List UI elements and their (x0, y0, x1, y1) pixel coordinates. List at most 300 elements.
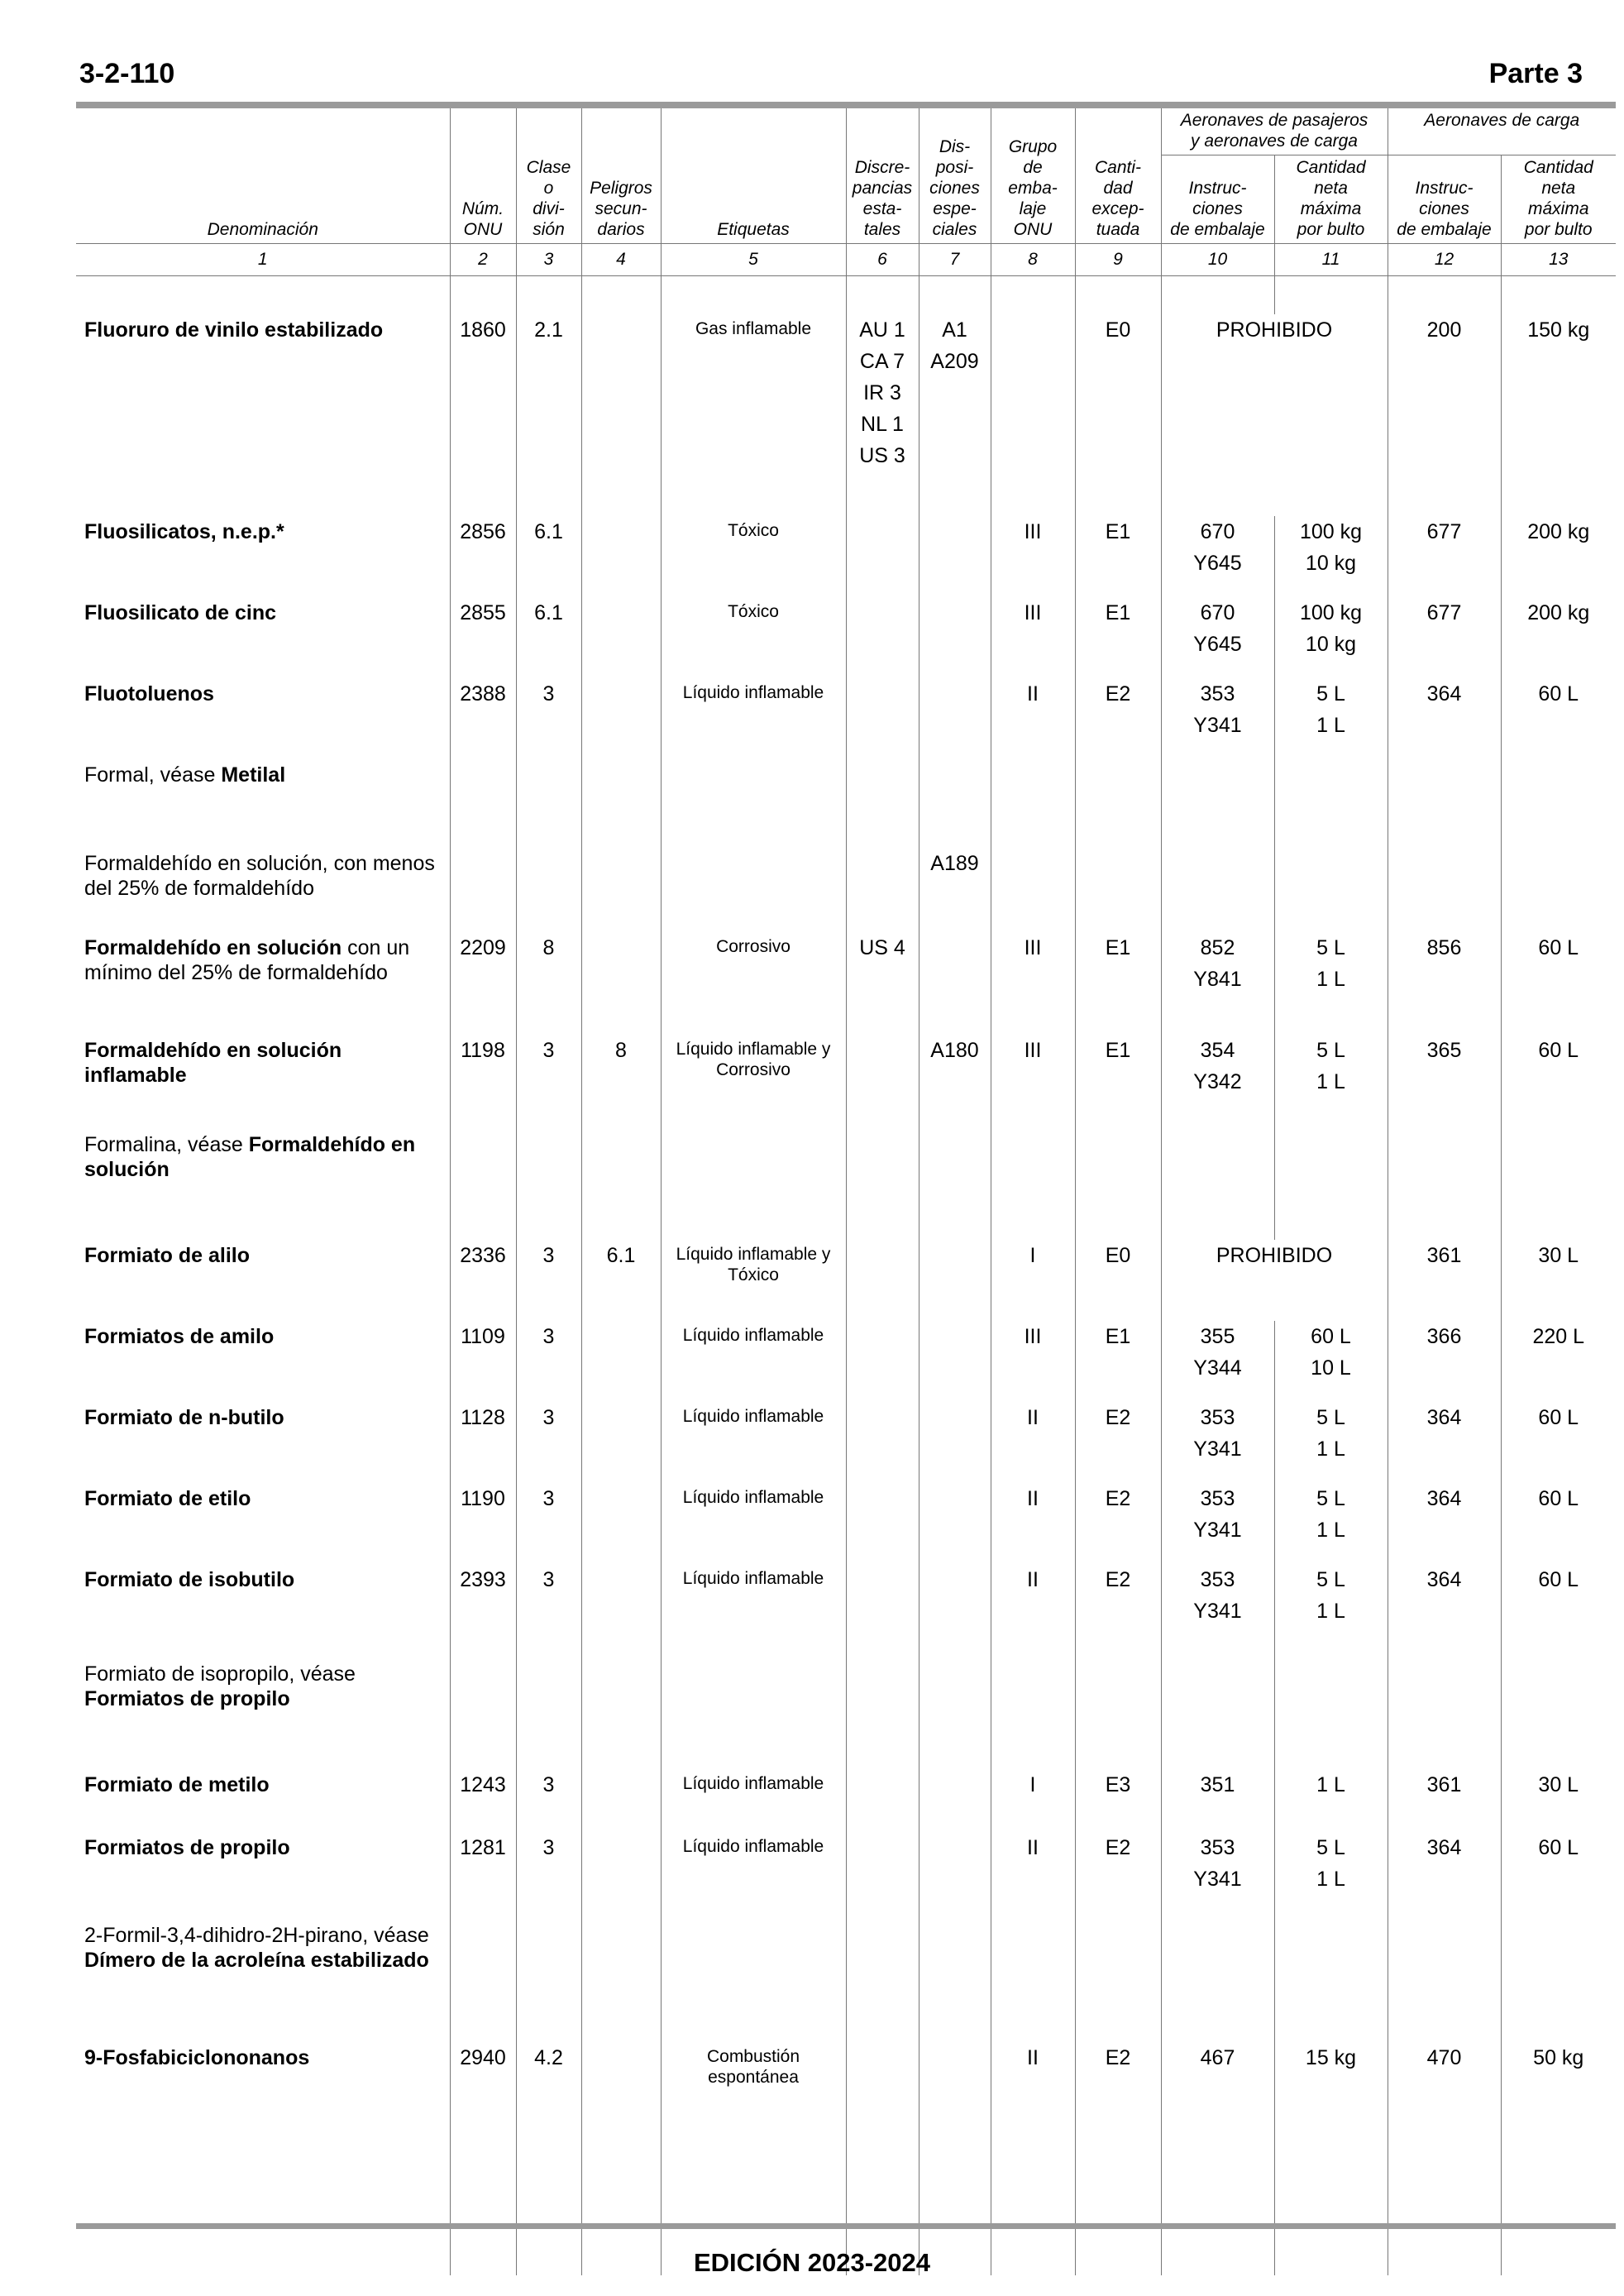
special-provisions (919, 597, 991, 678)
packing-group: III (991, 597, 1075, 678)
special-provisions (919, 516, 991, 597)
substance-name (76, 2042, 450, 2168)
substance-name-bold: Formiato de alilo (84, 1244, 251, 1267)
net-quantity-cargo (1501, 1129, 1616, 1240)
col-number: 3 (516, 244, 581, 276)
special-provisions (919, 1769, 991, 1832)
state-variations (846, 1402, 919, 1483)
excepted-quantity: E2 (1075, 1832, 1161, 1920)
state-variations (846, 1920, 919, 2042)
subsidiary-hazard (581, 1483, 661, 1564)
hazard-label: Líquido inflamable (661, 1564, 846, 1658)
packing-instruction-cargo (1388, 848, 1501, 932)
subsidiary-hazard (581, 759, 661, 848)
un-number (450, 1920, 516, 2042)
un-number: 1190 (450, 1483, 516, 1564)
net-quantity-passenger (1274, 848, 1388, 932)
packing-group: II (991, 1564, 1075, 1658)
col-number: 2 (450, 244, 516, 276)
packing-instruction-passenger (1161, 1658, 1274, 1769)
packing-group: II (991, 1832, 1075, 1920)
net-quantity-passenger: 15 kg (1274, 2042, 1388, 2168)
un-number: 2940 (450, 2042, 516, 2168)
state-variations (846, 1129, 919, 1240)
table-row (76, 1240, 1616, 1321)
special-provisions (919, 1402, 991, 1483)
special-provisions (919, 1321, 991, 1402)
substance-name (76, 597, 450, 678)
table-row (76, 759, 1616, 848)
hazard-label: Corrosivo (661, 932, 846, 1035)
special-provisions (919, 1920, 991, 2042)
table-row (76, 597, 1616, 678)
net-quantity-passenger: 5 L 1 L (1274, 678, 1388, 759)
state-variations (846, 597, 919, 678)
substance-name (76, 1658, 450, 1769)
net-quantity-passenger: 5 L 1 L (1274, 1483, 1388, 1564)
hazard-label (661, 848, 846, 932)
substance-name-bold: Fluosilicatos, n.e.p.* (84, 520, 284, 543)
hazard-label: Combustión espontánea (661, 2042, 846, 2168)
class-division (516, 1129, 581, 1240)
substance-name-text: Formaldehído en solución, con menos del 25% de formaldehído (84, 852, 435, 900)
net-quantity-cargo (1501, 1658, 1616, 1769)
packing-instruction-cargo: 364 (1388, 1564, 1501, 1658)
packing-instruction-cargo: 677 (1388, 597, 1501, 678)
un-number: 1243 (450, 1769, 516, 1832)
substance-name-text: Formal, véase (84, 763, 222, 787)
packing-instruction-cargo (1388, 1129, 1501, 1240)
col-header-etiquetas: Etiquetas (661, 108, 846, 244)
table-row (76, 1035, 1616, 1129)
net-quantity-cargo: 60 L (1501, 1564, 1616, 1658)
substance-name-bold: Dímero de la acroleína estabilizado (84, 1949, 429, 1972)
hazard-label: Líquido inflamable (661, 1832, 846, 1920)
excepted-quantity (1075, 1129, 1161, 1240)
excepted-quantity: E2 (1075, 1402, 1161, 1483)
col-number: 6 (846, 244, 919, 276)
packing-group: II (991, 2042, 1075, 2168)
subsidiary-hazard (581, 1920, 661, 2042)
class-division: 3 (516, 1402, 581, 1483)
packing-group: I (991, 1240, 1075, 1321)
un-number: 2209 (450, 932, 516, 1035)
table-body (76, 276, 1616, 2276)
net-quantity-cargo: 50 kg (1501, 2042, 1616, 2168)
class-division (516, 1920, 581, 2042)
packing-instruction-cargo: 364 (1388, 1402, 1501, 1483)
net-quantity-cargo: 60 L (1501, 678, 1616, 759)
un-number (450, 1658, 516, 1769)
excepted-quantity (1075, 1920, 1161, 2042)
excepted-quantity (1075, 1658, 1161, 1769)
net-quantity-passenger (1274, 759, 1388, 848)
packing-instruction-passenger: 670 Y645 (1161, 516, 1274, 597)
state-variations (846, 678, 919, 759)
excepted-quantity: E1 (1075, 1035, 1161, 1129)
state-variations (846, 1769, 919, 1832)
substance-name-bold: Formiato de n-butilo (84, 1406, 284, 1429)
col-number: 11 (1274, 244, 1388, 276)
net-quantity-cargo (1501, 759, 1616, 848)
packing-group: II (991, 1402, 1075, 1483)
state-variations (846, 1483, 919, 1564)
packing-instruction-cargo: 364 (1388, 1832, 1501, 1920)
packing-instruction-cargo: 856 (1388, 932, 1501, 1035)
net-quantity-passenger: 100 kg 10 kg (1274, 597, 1388, 678)
hazard-label (661, 1658, 846, 1769)
net-quantity-cargo (1501, 848, 1616, 932)
col-number: 1 (76, 244, 450, 276)
special-provisions (919, 2042, 991, 2168)
un-number (450, 1129, 516, 1240)
hazard-label: Gas inflamable (661, 314, 846, 516)
substance-name (76, 516, 450, 597)
packing-group (991, 314, 1075, 516)
net-quantity-cargo (1501, 1920, 1616, 2042)
substance-name (76, 1832, 450, 1920)
class-division: 4.2 (516, 2042, 581, 2168)
substance-name-bold: Formaldehído en solución inflamable (84, 1039, 342, 1087)
packing-instruction-passenger (1161, 759, 1274, 848)
packing-instruction-passenger: 353 Y341 (1161, 1832, 1274, 1920)
subsidiary-hazard (581, 516, 661, 597)
substance-name-text: Formalina, véase (84, 1133, 249, 1156)
subsidiary-hazard (581, 1769, 661, 1832)
prohibited-passenger: PROHIBIDO (1161, 1240, 1388, 1321)
net-quantity-passenger: 5 L 1 L (1274, 1402, 1388, 1483)
net-quantity-passenger: 1 L (1274, 1769, 1388, 1832)
special-provisions (919, 1832, 991, 1920)
packing-instruction-passenger: 353 Y341 (1161, 1564, 1274, 1658)
excepted-quantity (1075, 848, 1161, 932)
table-row (76, 2042, 1616, 2168)
col-header-cantidad-carga: Cantidad neta máxima por bulto (1501, 155, 1616, 244)
substance-name-bold: Fluoruro de vinilo estabilizado (84, 318, 384, 342)
packing-instruction-passenger: 353 Y341 (1161, 1483, 1274, 1564)
subsidiary-hazard: 6.1 (581, 1240, 661, 1321)
packing-instruction-cargo: 365 (1388, 1035, 1501, 1129)
class-division: 3 (516, 678, 581, 759)
table-row (76, 516, 1616, 597)
net-quantity-passenger: 5 L 1 L (1274, 932, 1388, 1035)
excepted-quantity: E2 (1075, 2042, 1161, 2168)
special-provisions (919, 1129, 991, 1240)
subsidiary-hazard: 8 (581, 1035, 661, 1129)
net-quantity-passenger: 60 L 10 L (1274, 1321, 1388, 1402)
table-row (76, 1129, 1616, 1240)
header-spacer (76, 276, 1616, 315)
un-number: 1128 (450, 1402, 516, 1483)
substance-name-bold: Formiatos de propilo (84, 1836, 290, 1859)
un-number: 2336 (450, 1240, 516, 1321)
subsidiary-hazard (581, 1402, 661, 1483)
hazard-label (661, 759, 846, 848)
subsidiary-hazard (581, 1564, 661, 1658)
hazard-label: Tóxico (661, 597, 846, 678)
substance-name (76, 1240, 450, 1321)
hazard-label: Líquido inflamable (661, 1769, 846, 1832)
bottom-rule (76, 2223, 1616, 2229)
excepted-quantity (1075, 759, 1161, 848)
net-quantity-cargo: 60 L (1501, 1402, 1616, 1483)
excepted-quantity: E1 (1075, 597, 1161, 678)
packing-instruction-passenger: 354 Y342 (1161, 1035, 1274, 1129)
state-variations (846, 2042, 919, 2168)
class-division (516, 848, 581, 932)
hazard-label: Líquido inflamable (661, 1483, 846, 1564)
col-header-discrepancias: Discre- pancias esta- tales (846, 108, 919, 244)
col-header-cantidad-pasajeros: Cantidad neta máxima por bulto (1274, 155, 1388, 244)
packing-group: III (991, 932, 1075, 1035)
packing-instruction-cargo (1388, 1920, 1501, 2042)
state-variations (846, 516, 919, 597)
subsidiary-hazard (581, 932, 661, 1035)
un-number: 2388 (450, 678, 516, 759)
subsidiary-hazard (581, 678, 661, 759)
substance-name (76, 1564, 450, 1658)
un-number: 1860 (450, 314, 516, 516)
hazard-label (661, 1129, 846, 1240)
col-header-peligros: Peligros secun- darios (581, 108, 661, 244)
hazard-label: Líquido inflamable y Tóxico (661, 1240, 846, 1321)
hazard-label: Líquido inflamable (661, 678, 846, 759)
substance-name-bold: Formiatos de amilo (84, 1325, 275, 1348)
state-variations (846, 1658, 919, 1769)
packing-group (991, 848, 1075, 932)
class-division: 2.1 (516, 314, 581, 516)
state-variations: US 4 (846, 932, 919, 1035)
substance-name-bold: Formaldehído en solución (84, 936, 342, 959)
packing-group: III (991, 516, 1075, 597)
table-row (76, 1920, 1616, 2042)
substance-name (76, 1483, 450, 1564)
table-row (76, 1658, 1616, 1769)
substance-name (76, 1129, 450, 1240)
packing-instruction-passenger: 353 Y341 (1161, 1402, 1274, 1483)
col-header-disposiciones: Dis- posi- ciones espe- ciales (919, 108, 991, 244)
class-division: 3 (516, 1240, 581, 1321)
substance-name (76, 1321, 450, 1402)
packing-instruction-cargo (1388, 759, 1501, 848)
packing-instruction-cargo: 366 (1388, 1321, 1501, 1402)
subsidiary-hazard (581, 597, 661, 678)
class-division: 6.1 (516, 597, 581, 678)
packing-instruction-passenger: 351 (1161, 1769, 1274, 1832)
packing-instruction-passenger (1161, 1920, 1274, 2042)
substance-name (76, 759, 450, 848)
net-quantity-cargo: 200 kg (1501, 516, 1616, 597)
state-variations (846, 1564, 919, 1658)
net-quantity-passenger (1274, 1920, 1388, 2042)
col-header-instrucciones-carga: Instruc- ciones de embalaje (1388, 155, 1501, 244)
hazard-label: Líquido inflamable (661, 1321, 846, 1402)
edition-footer: EDICIÓN 2023-2024 (693, 2248, 931, 2277)
net-quantity-cargo: 60 L (1501, 1035, 1616, 1129)
un-number (450, 759, 516, 848)
substance-name-bold: Formiatos de propilo (84, 1687, 290, 1710)
substance-name-bold: Formiato de isobutilo (84, 1568, 295, 1591)
subsidiary-hazard (581, 2042, 661, 2168)
un-number: 2393 (450, 1564, 516, 1658)
subsidiary-hazard (581, 1129, 661, 1240)
substance-name (76, 1769, 450, 1832)
excepted-quantity: E1 (1075, 1321, 1161, 1402)
top-rule (76, 102, 1616, 108)
table-row (76, 314, 1616, 516)
class-division: 3 (516, 1769, 581, 1832)
net-quantity-passenger: 5 L 1 L (1274, 1832, 1388, 1920)
packing-group (991, 1129, 1075, 1240)
net-quantity-cargo: 60 L (1501, 1483, 1616, 1564)
col-header-grupo-embalaje: Grupo de emba- laje ONU (991, 108, 1075, 244)
table-row (76, 1321, 1616, 1402)
packing-instruction-cargo: 361 (1388, 1769, 1501, 1832)
col-header-num-onu: Núm. ONU (450, 108, 516, 244)
un-number: 1281 (450, 1832, 516, 1920)
class-division: 3 (516, 1035, 581, 1129)
excepted-quantity: E2 (1075, 678, 1161, 759)
net-quantity-passenger: 5 L 1 L (1274, 1035, 1388, 1129)
packing-group: II (991, 1483, 1075, 1564)
net-quantity-cargo: 30 L (1501, 1240, 1616, 1321)
substance-name-bold: Metilal (221, 763, 286, 787)
substance-name (76, 314, 450, 516)
packing-group: III (991, 1035, 1075, 1129)
class-division (516, 759, 581, 848)
table-row (76, 1402, 1616, 1483)
packing-instruction-passenger: 670 Y645 (1161, 597, 1274, 678)
col-header-clase: Clase o divi- sión (516, 108, 581, 244)
packing-instruction-cargo: 677 (1388, 516, 1501, 597)
excepted-quantity: E1 (1075, 932, 1161, 1035)
substance-name (76, 932, 450, 1035)
excepted-quantity: E1 (1075, 516, 1161, 597)
col-number: 8 (991, 244, 1075, 276)
packing-instruction-passenger: 852 Y841 (1161, 932, 1274, 1035)
substance-name-text: Formiato de isopropilo, véase (84, 1662, 356, 1686)
table-row (76, 848, 1616, 932)
class-division (516, 1658, 581, 1769)
packing-instruction-cargo: 364 (1388, 1483, 1501, 1564)
packing-instruction-cargo: 361 (1388, 1240, 1501, 1321)
substance-name (76, 1035, 450, 1129)
special-provisions: A1 A209 (919, 314, 991, 516)
class-division: 8 (516, 932, 581, 1035)
special-provisions (919, 759, 991, 848)
packing-group (991, 1658, 1075, 1769)
table-row (76, 1483, 1616, 1564)
dangerous-goods-table (76, 108, 1616, 2275)
state-variations (846, 1240, 919, 1321)
substance-name-bold: 9-Fosfabiciclononanos (84, 2046, 310, 2069)
hazard-label (661, 1920, 846, 2042)
state-variations (846, 1035, 919, 1129)
subsidiary-hazard (581, 314, 661, 516)
col-header-cantidad-exceptuada: Canti- dad excep- tuada (1075, 108, 1161, 244)
prohibited-passenger: PROHIBIDO (1161, 314, 1388, 516)
hazard-label: Líquido inflamable y Corrosivo (661, 1035, 846, 1129)
substance-name-text: 2-Formil-3,4-dihidro-2H-pirano, véase (84, 1924, 429, 1947)
substance-name-bold: Formaldehído en solución (84, 1133, 416, 1181)
excepted-quantity: E0 (1075, 314, 1161, 516)
packing-group: II (991, 678, 1075, 759)
packing-group: I (991, 1769, 1075, 1832)
un-number: 2856 (450, 516, 516, 597)
net-quantity-cargo: 150 kg (1501, 314, 1616, 516)
substance-name (76, 848, 450, 932)
substance-name-bold: Fluosilicato de cinc (84, 601, 276, 624)
special-provisions (919, 1564, 991, 1658)
hazard-label: Líquido inflamable (661, 1402, 846, 1483)
packing-group (991, 1920, 1075, 2042)
state-variations: AU 1 CA 7 IR 3 NL 1 US 3 (846, 314, 919, 516)
state-variations (846, 1321, 919, 1402)
net-quantity-passenger: 5 L 1 L (1274, 1564, 1388, 1658)
col-number: 10 (1161, 244, 1274, 276)
un-number: 1198 (450, 1035, 516, 1129)
special-provisions (919, 932, 991, 1035)
state-variations (846, 1832, 919, 1920)
col-group-pasajeros: Aeronaves de pasajeros y aeronaves de carga (1161, 108, 1388, 155)
packing-instruction-passenger: 353 Y341 (1161, 678, 1274, 759)
col-group-carga: Aeronaves de carga (1388, 108, 1616, 155)
table-row (76, 932, 1616, 1035)
class-division: 3 (516, 1564, 581, 1658)
packing-group: III (991, 1321, 1075, 1402)
net-quantity-cargo: 60 L (1501, 1832, 1616, 1920)
special-provisions: A189 (919, 848, 991, 932)
part-heading: Parte 3 (1488, 58, 1583, 89)
un-number (450, 848, 516, 932)
substance-name-bold: Formiato de etilo (84, 1487, 251, 1510)
substance-name (76, 1920, 450, 2042)
packing-instruction-passenger (1161, 848, 1274, 932)
packing-instruction-passenger: 467 (1161, 2042, 1274, 2168)
substance-name (76, 1402, 450, 1483)
packing-instruction-cargo: 364 (1388, 678, 1501, 759)
col-header-denominacion: Denominación (207, 220, 318, 239)
page-number: 3-2-110 (79, 58, 175, 89)
un-number: 2855 (450, 597, 516, 678)
subsidiary-hazard (581, 1832, 661, 1920)
special-provisions (919, 1658, 991, 1769)
subsidiary-hazard (581, 848, 661, 932)
excepted-quantity: E3 (1075, 1769, 1161, 1832)
table-row (76, 1769, 1616, 1832)
class-division: 3 (516, 1483, 581, 1564)
net-quantity-cargo: 30 L (1501, 1769, 1616, 1832)
hazard-label: Tóxico (661, 516, 846, 597)
state-variations (846, 848, 919, 932)
excepted-quantity: E0 (1075, 1240, 1161, 1321)
special-provisions (919, 678, 991, 759)
packing-instruction-cargo: 200 (1388, 314, 1501, 516)
col-number: 13 (1501, 244, 1616, 276)
net-quantity-passenger: 100 kg 10 kg (1274, 516, 1388, 597)
special-provisions (919, 1483, 991, 1564)
class-division: 3 (516, 1832, 581, 1920)
packing-instruction-cargo: 470 (1388, 2042, 1501, 2168)
col-number: 12 (1388, 244, 1501, 276)
excepted-quantity: E2 (1075, 1564, 1161, 1658)
table-row (76, 1564, 1616, 1658)
packing-instruction-passenger (1161, 1129, 1274, 1240)
net-quantity-cargo: 220 L (1501, 1321, 1616, 1402)
col-number: 4 (581, 244, 661, 276)
un-number: 1109 (450, 1321, 516, 1402)
substance-name-text: con un mínimo del 25% de formaldehído (84, 936, 410, 984)
